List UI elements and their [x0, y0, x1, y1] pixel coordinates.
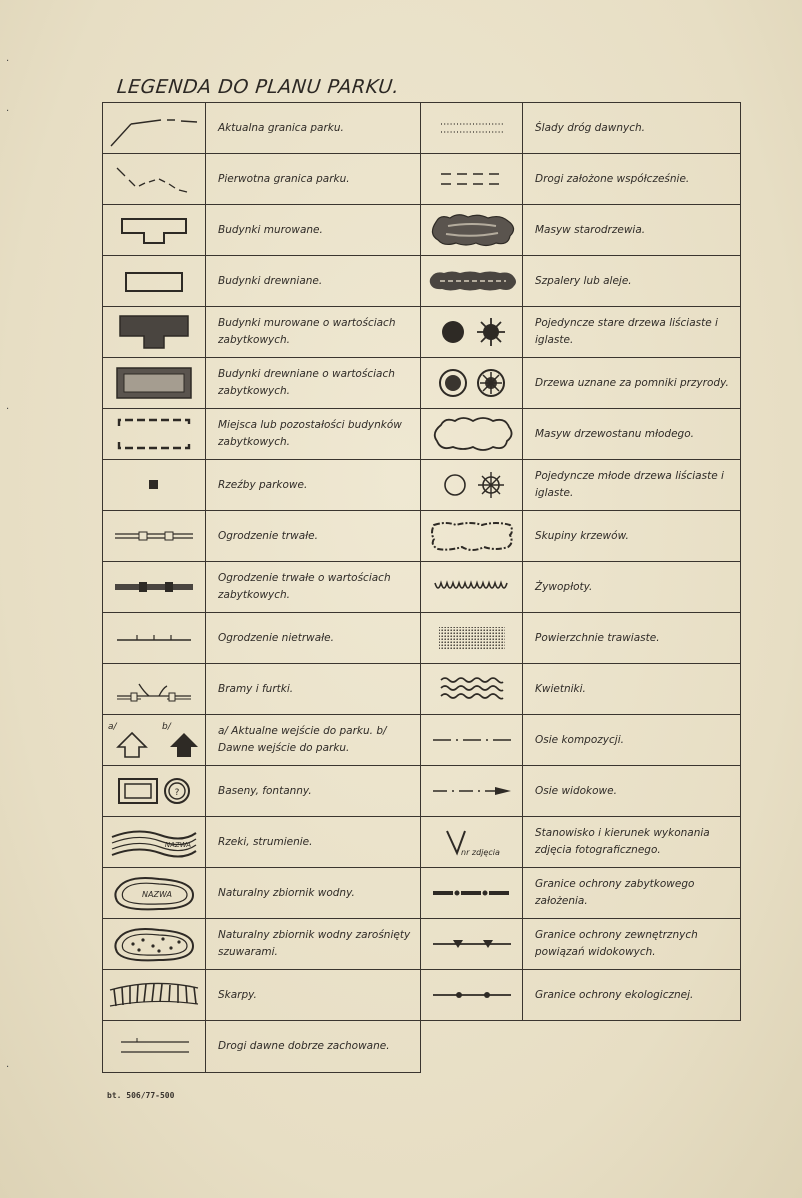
legend-row: [103, 664, 421, 715]
entrance-label-b: b/: [162, 722, 171, 732]
modern-road-icon: [421, 154, 523, 205]
legend-row: [103, 562, 421, 613]
current-boundary-icon: [103, 103, 206, 154]
legend-text: Budynki murowane.: [206, 205, 421, 256]
heritage-protection-icon: [421, 868, 523, 919]
scarp-icon: [103, 970, 206, 1021]
legend-row: [421, 664, 741, 715]
ecological-protection-icon: [421, 970, 523, 1021]
composition-axis-icon: [421, 715, 523, 766]
legend-right-table: [420, 102, 741, 1021]
legend-row: [103, 409, 421, 460]
legend-row: [103, 715, 421, 766]
legend-row: [103, 154, 421, 205]
legend-row: [421, 613, 741, 664]
historic-wooden-building-icon: [103, 358, 206, 409]
legend-row: [421, 562, 741, 613]
entrance-arrows-icon: [103, 715, 206, 766]
old-road-trace-icon: [421, 103, 523, 154]
legend-row: [421, 307, 741, 358]
legend-row: [103, 307, 421, 358]
original-boundary-icon: [103, 154, 206, 205]
river-icon: [103, 817, 206, 868]
legend-text: a/ Aktualne wejście do parku. b/ Dawne wejście do parku.: [206, 715, 421, 766]
wooden-building-icon: [103, 256, 206, 307]
legend-text: Stanowisko i kierunek wykonania zdjęcia fotograficznego.: [523, 817, 741, 868]
hedge-icon: [421, 562, 523, 613]
entrance-label-a: a/: [108, 722, 117, 732]
legend-row: [103, 511, 421, 562]
legend-text: Granice ochrony zewnętrznych powiązań widokowych.: [523, 919, 741, 970]
legend-text: Szpalery lub aleje.: [523, 256, 741, 307]
scan-mark: ·: [6, 106, 10, 117]
legend-row: [421, 970, 741, 1021]
page-title: LEGENDA DO PLANU PARKU.: [115, 76, 401, 98]
legend-text: Ślady dróg dawnych.: [523, 103, 741, 154]
legend-row: [421, 715, 741, 766]
legend-text: Powierzchnie trawiaste.: [523, 613, 741, 664]
lawn-icon: [421, 613, 523, 664]
permanent-fence-icon: [103, 511, 206, 562]
view-axis-icon: [421, 766, 523, 817]
legend-text: Osie kompozycji.: [523, 715, 741, 766]
monument-tree-icon: [421, 358, 523, 409]
scan-mark: ·: [6, 1062, 10, 1073]
pond-name-label: NAZWA: [142, 890, 172, 899]
legend-text: Masyw drzewostanu młodego.: [523, 409, 741, 460]
legend-text: Kwietniki.: [523, 664, 741, 715]
gate-icon: [103, 664, 206, 715]
legend-text: Miejsca lub pozostałości budynków zabytkowych.: [206, 409, 421, 460]
river-name-label: NAZWA: [164, 841, 192, 849]
legend-row: [103, 103, 421, 154]
young-stand-icon: [421, 409, 523, 460]
legend-text: Rzeźby parkowe.: [206, 460, 421, 511]
legend-row: [421, 205, 741, 256]
old-road-icon: [103, 1021, 206, 1073]
legend-row: [103, 256, 421, 307]
legend-text: Naturalny zbiornik wodny.: [206, 868, 421, 919]
legend-text: Ogrodzenie nietrwałe.: [206, 613, 421, 664]
photo-station-icon: [421, 817, 523, 868]
flowerbed-icon: [421, 664, 523, 715]
old-tree-icon: [421, 307, 523, 358]
legend-text: Skarpy.: [206, 970, 421, 1021]
legend-row: [103, 460, 421, 511]
legend-text: Ogrodzenie trwałe o wartościach zabytkowych.: [206, 562, 421, 613]
historic-brick-building-icon: [103, 307, 206, 358]
legend-row: [421, 511, 741, 562]
legend-row: [103, 205, 421, 256]
legend-text: Pojedyncze stare drzewa liściaste i iglaste.: [523, 307, 741, 358]
document-code: bt. 506/77-500: [107, 1091, 175, 1100]
legend-row: [421, 460, 741, 511]
legend-row: [421, 154, 741, 205]
legend-row: [103, 919, 421, 970]
scan-mark: ·: [6, 404, 10, 415]
legend-text: Drogi dawne dobrze zachowane.: [206, 1021, 421, 1073]
legend-row: [421, 766, 741, 817]
legend-row: [421, 868, 741, 919]
sculpture-icon: [103, 460, 206, 511]
legend-row: [103, 817, 421, 868]
legend-row: [421, 358, 741, 409]
legend-text: Budynki murowane o wartościach zabytkowych.: [206, 307, 421, 358]
young-tree-icon: [421, 460, 523, 511]
alley-icon: [421, 256, 523, 307]
legend-text: Aktualna granica parku.: [206, 103, 421, 154]
reed-pond-icon: [103, 919, 206, 970]
legend-text: Masyw starodrzewia.: [523, 205, 741, 256]
old-stand-icon: [421, 205, 523, 256]
legend-row: [421, 409, 741, 460]
shrub-group-icon: [421, 511, 523, 562]
scan-mark: ·: [6, 56, 10, 67]
legend-row: [103, 358, 421, 409]
historic-fence-icon: [103, 562, 206, 613]
legend-text: Żywopłoty.: [523, 562, 741, 613]
legend-row: [421, 919, 741, 970]
legend-text: Skupiny krzewów.: [523, 511, 741, 562]
pool-fountain-icon: [103, 766, 206, 817]
legend-text: Drzewa uznane za pomniki przyrody.: [523, 358, 741, 409]
legend-row: [103, 868, 421, 919]
legend-text: Pierwotna granica parku.: [206, 154, 421, 205]
legend-row: [421, 256, 741, 307]
legend-text: Baseny, fontanny.: [206, 766, 421, 817]
legend-text: Budynki drewniane o wartościach zabytkowych.: [206, 358, 421, 409]
photo-number-label: nr zdjęcia: [460, 848, 500, 857]
legend-row: [421, 817, 741, 868]
legend-text: Osie widokowe.: [523, 766, 741, 817]
legend-text: Pojedyncze młode drzewa liściaste i iglaste.: [523, 460, 741, 511]
legend-row: [103, 613, 421, 664]
legend-left-table: [102, 102, 421, 1073]
legend-text: Drogi założone współcześnie.: [523, 154, 741, 205]
pond-icon: [103, 868, 206, 919]
view-protection-icon: [421, 919, 523, 970]
temporary-fence-icon: [103, 613, 206, 664]
legend-text: Bramy i furtki.: [206, 664, 421, 715]
legend-row: [103, 970, 421, 1021]
brick-building-icon: [103, 205, 206, 256]
legend-text: Granice ochrony zabytkowego założenia.: [523, 868, 741, 919]
legend-text: Ogrodzenie trwałe.: [206, 511, 421, 562]
legend-row: [103, 1021, 421, 1073]
legend-row: [421, 103, 741, 154]
legend-text: Budynki drewniane.: [206, 256, 421, 307]
building-remains-icon: [103, 409, 206, 460]
legend-text: Rzeki, strumienie.: [206, 817, 421, 868]
legend-text: Naturalny zbiornik wodny zarośnięty szuwarami.: [206, 919, 421, 970]
legend-text: Granice ochrony ekologicznej.: [523, 970, 741, 1021]
legend-row: [103, 766, 421, 817]
svg-text:?: ?: [174, 788, 180, 798]
